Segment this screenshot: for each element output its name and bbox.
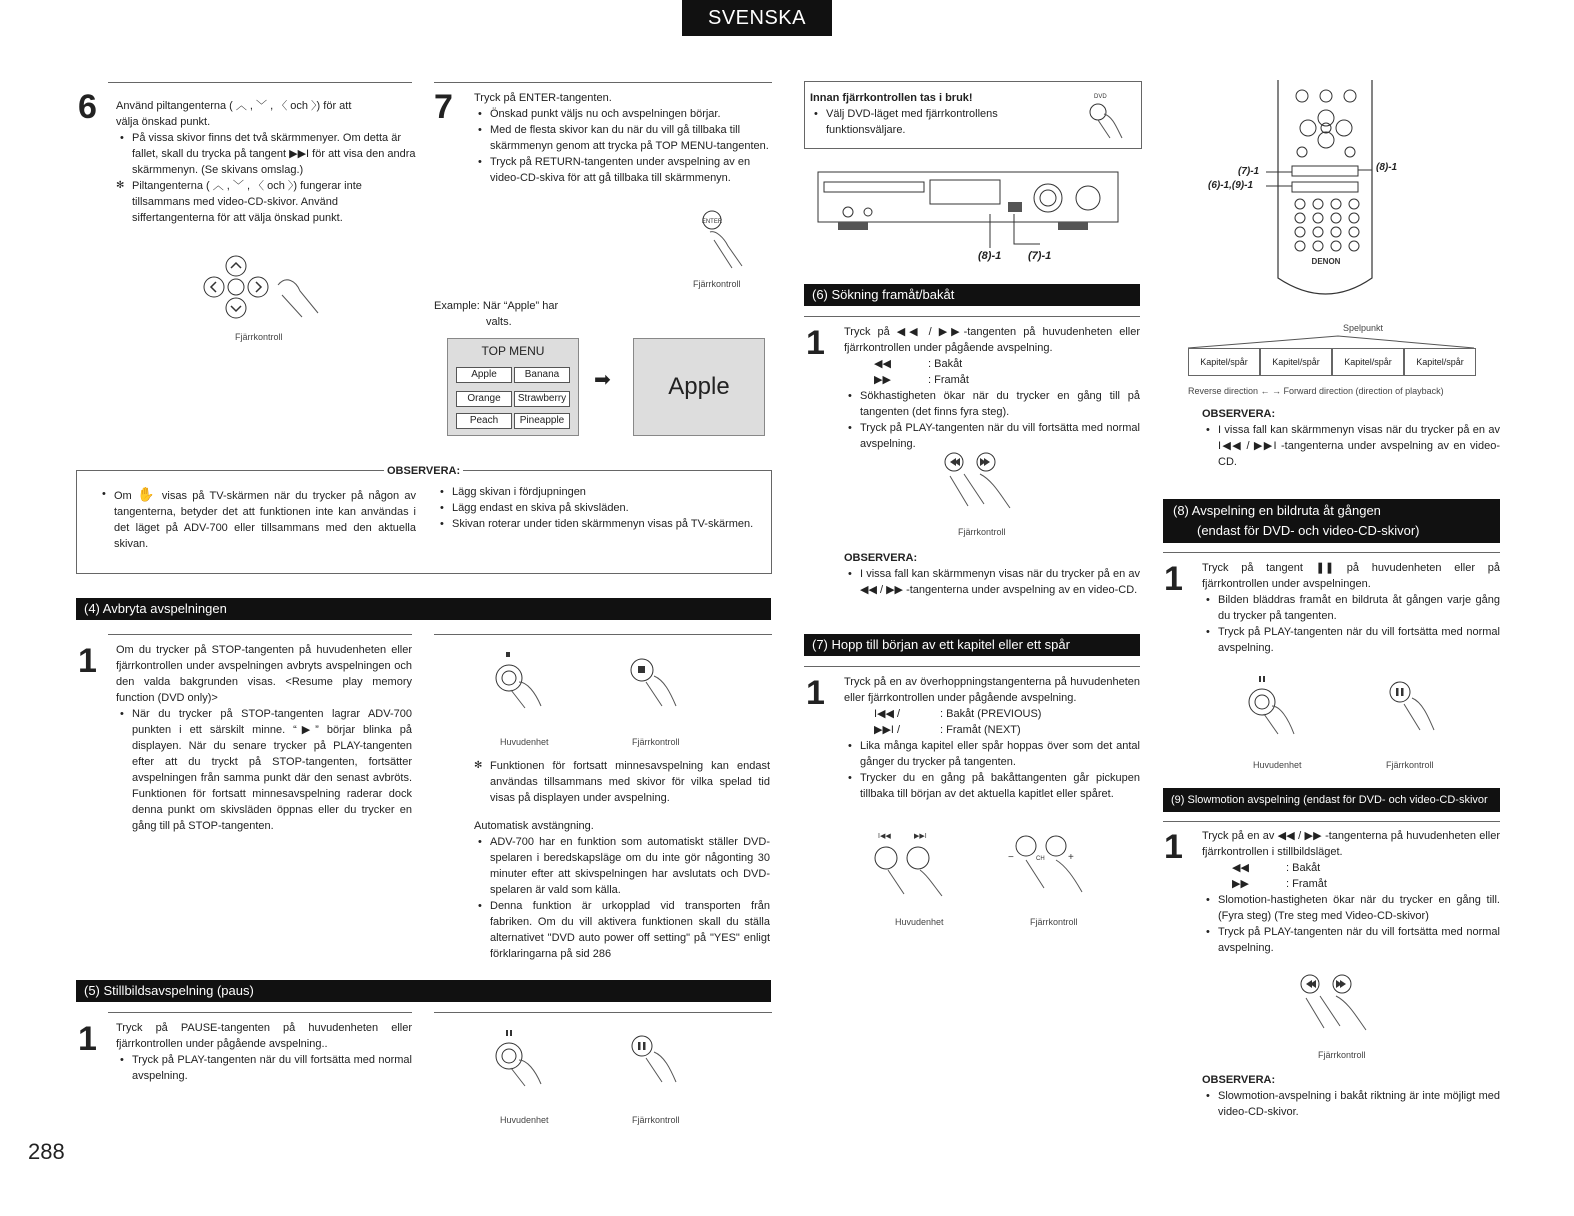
ch-label: CH (1036, 856, 1045, 862)
menu-item-apple: Apple (456, 367, 512, 383)
section7-text (844, 674, 1140, 802)
section8-title-1: (8) Avspelning en bildruta åt gången (1173, 503, 1381, 518)
section7-bullet-1: • Lika många kapitel eller spår hoppas över som det antal gånger du trycker på tangenten. (844, 738, 1140, 770)
section6-text (844, 324, 1140, 452)
caption-remote: Fjärrkontroll (632, 1115, 680, 1125)
section9-row-2 (1202, 876, 1500, 892)
enter-key-label: ENTER (701, 219, 723, 225)
observera-right-3: • Skivan roterar under tiden skärmmenyn visas på TV-skärmen. (436, 516, 762, 532)
auto-off-bullet-2: • Denna funktion är urkopplad vid transporten från fabriken. Om du vill aktivera funktionen skall du ställa alternativet "DVD auto power off setting" på "YES" enligt förklaringarna på sid 286 (474, 898, 770, 962)
divider (804, 666, 1140, 667)
search-buttons-illustration (940, 452, 1040, 518)
observera-title: OBSERVERA: (1202, 408, 1276, 420)
step-number: 1 (806, 324, 825, 362)
rewind-symbol: ◀◀ (1232, 862, 1249, 874)
step7-text (474, 90, 772, 186)
step6-bullet: • På vissa skivor finns det två skärmmenyer. Om detta är fallet, skall du trycka på tangent ▶▶I för att visa den andra skärmmenyn. (Se skivans omslag.) (116, 130, 416, 178)
observera-right-1: • Lägg skivan i fördjupningen (436, 484, 762, 500)
hand-icon: ✋ (137, 486, 157, 502)
section9-row-1 (1202, 860, 1500, 876)
chapter-cell: Kapitel/spår (1332, 348, 1404, 376)
svg-text:▶▶I: ▶▶I (914, 833, 927, 840)
section4-bullet: • När du trycker på STOP-tangenten lagrar ADV-700 punkten i ett särskilt minne. “▶” börjar blinka på displayen. När du senare trycker på PLAY-tangenten efter att du tryckt på STOP-tangenten, fortsätter avspelningen från samma punkt där den senast avbröts. Funktionen för fortsatt minnesavspelning raderar dock denna punkt om skivsläden öppnas eller du trycker en gång till på STOP-tangenten. (116, 706, 412, 834)
remote-control-illustration (1276, 80, 1376, 300)
chapter-cell: Kapitel/spår (1260, 348, 1332, 376)
section4-note: ✻ Funktionen för fortsatt minnesavspelning kan endast användas tillsammans med skivor för vilka spelad tid visas på displayen under avspelning. (474, 758, 770, 806)
language-tab: SVENSKA (682, 0, 832, 36)
page-number: 288 (28, 1139, 65, 1164)
caption-remote: Fjärrkontroll (693, 279, 741, 289)
pause-button-remote-illustration (1386, 680, 1446, 746)
row-desc: : Framåt (NEXT) (940, 724, 1021, 736)
step-number: 1 (1164, 828, 1183, 866)
step6-line1: Använd piltangenterna ( ︿ , ﹀ , 〈 och 〉) för att (116, 100, 352, 112)
section7-row-1 (844, 706, 1140, 722)
section7-bullet-2: • Trycker du en gång på bakåttangenten går pickupen tillbaka till början av det aktuella kapitlet eller spåret. (844, 770, 1140, 802)
remote-info-text (810, 90, 1080, 138)
pause-button-remote-illustration (628, 1034, 688, 1098)
caption-main-unit: Huvudenhet (500, 1115, 549, 1125)
menu-item-strawberry: Strawberry (514, 391, 570, 407)
remote-label-8: (8)-1 (1376, 162, 1398, 173)
arrow-right-icon: ➡ (594, 369, 611, 391)
menu-title: TOP MENU (481, 344, 545, 358)
section8-bullet-1: • Bilden bläddras framåt en bildruta åt gången varje gång du trycker på tangenten. (1202, 592, 1500, 624)
divider (1163, 821, 1500, 822)
caption-remote: Fjärrkontroll (1030, 917, 1078, 927)
observera-text: • Slowmotion-avspelning i bakåt riktning är inte möjligt med video-CD-skivor. (1202, 1088, 1500, 1120)
section7-row-2 (844, 722, 1140, 738)
chapter-cell: Kapitel/spår (1404, 348, 1476, 376)
section6-row-1 (844, 356, 1140, 372)
section-header-6: (6) Sökning framåt/bakåt (804, 284, 1140, 306)
skip-buttons-main-illustration (868, 830, 968, 902)
slow-buttons-illustration (1296, 974, 1396, 1040)
result-text: Apple (668, 373, 730, 400)
step6-text (116, 98, 416, 226)
remote-info-bullet: • Välj DVD-läget med fjärrkontrollens funktionsväljare. (810, 106, 1080, 138)
observera-title: OBSERVERA: (844, 552, 918, 564)
section4-right-text (474, 758, 770, 962)
forward-symbol: ▶▶ (1232, 878, 1249, 890)
menu-item-orange: Orange (456, 391, 512, 407)
caption-remote: Fjärrkontroll (958, 527, 1006, 537)
divider (434, 1012, 772, 1013)
observera-title: OBSERVERA: (1202, 1074, 1276, 1086)
divider (108, 82, 412, 83)
step7-bullet-2: • Med de flesta skivor kan du när du vill gå tillbaka till skärmmenyn genom att trycka på TOP MENU-tangenten. (474, 122, 772, 154)
menu-item-peach: Peach (456, 413, 512, 429)
rewind-symbol: ◀◀ (874, 358, 891, 370)
section6-row-2 (844, 372, 1140, 388)
ch-minus: − (1008, 852, 1014, 863)
direction-text: Reverse direction ← → Forward direction (direction of playback) (1188, 386, 1444, 396)
row-desc: : Bakåt (1286, 862, 1321, 874)
section5-text (116, 1020, 412, 1084)
arrow-keys-illustration (200, 255, 330, 325)
row-desc: : Bakåt (PREVIOUS) (940, 708, 1042, 720)
observera-title: OBSERVERA: (384, 463, 463, 479)
step-number: 6 (78, 88, 97, 126)
main-unit-illustration (818, 168, 1138, 238)
section8-bullet-2: • Tryck på PLAY-tangenten när du vill fortsätta med normal avspelning. (1202, 624, 1500, 656)
row-desc: : Bakåt (928, 358, 963, 370)
result-screen (633, 338, 765, 436)
section-header-7: (7) Hopp till början av ett kapitel eller ett spår (804, 634, 1140, 656)
prev-symbol: I◀◀ / (874, 708, 901, 720)
step-number: 1 (78, 642, 97, 680)
menu-item-banana: Banana (514, 367, 570, 383)
observera-right-2: • Lägg endast en skiva på skivsläden. (436, 500, 762, 516)
pause-button-main-illustration (1248, 676, 1308, 748)
divider (434, 634, 772, 635)
step-number: 7 (434, 88, 453, 126)
caption-remote: Fjärrkontroll (1318, 1050, 1366, 1060)
chapters-bracket (1188, 334, 1474, 348)
section5-bullet: • Tryck på PLAY-tangenten när du vill fortsätta med normal avspelning. (116, 1052, 412, 1084)
caption-main-unit: Huvudenhet (895, 917, 944, 927)
section9-bullet-1: • Slomotion-hastigheten ökar när du trycker en gång till. (Fyra steg) (Tre steg med Video-CD-skivor) (1202, 892, 1500, 924)
skip-buttons-remote-illustration (1004, 832, 1114, 902)
caption-main-unit: Huvudenhet (500, 737, 549, 747)
caption-remote: Fjärrkontroll (632, 737, 680, 747)
device-label-8: (8)-1 (978, 250, 1002, 262)
remote-label-6-9: (6)-1,(9)-1 (1208, 180, 1254, 191)
chapters-observera (1202, 406, 1500, 470)
chapters-title: Spelpunkt (1343, 323, 1384, 333)
section-header-9: (9) Slowmotion avspelning (endast för DVD- och video-CD-skivor (1163, 788, 1500, 812)
step7-bullet-1: • Önskad punkt väljs nu och avspelningen börjar. (474, 106, 772, 122)
divider (108, 634, 412, 635)
section9-para: Tryck på en av ◀◀ / ▶▶ -tangenterna på huvudenheten eller fjärrkontrollen i stillbildsläget. (1202, 830, 1500, 858)
remote-info-title: Innan fjärrkontrollen tas i bruk! (810, 92, 973, 104)
section7-para: Tryck på en av överhoppningstangenterna på huvudenheten eller fjärrkontrollen under pågående avspelning. (844, 676, 1140, 704)
remote-label-7: (7)-1 (1238, 166, 1260, 177)
stop-button-main-illustration (495, 652, 555, 722)
section4-text (116, 642, 412, 834)
caption-remote: Fjärrkontroll (235, 332, 283, 342)
menu-item-pineapple: Pineapple (514, 413, 570, 429)
observera-right (436, 484, 762, 532)
divider (804, 316, 1140, 317)
section6-bullet-1: • Sökhastigheten ökar när du trycker en gång till på tangenten (det finns fyra steg). (844, 388, 1140, 420)
section9-bullet-2: • Tryck på PLAY-tangenten när du vill fortsätta med normal avspelning. (1202, 924, 1500, 956)
pause-button-main-illustration (495, 1030, 555, 1096)
section8-title-2: (endast för DVD- och video-CD-skivor) (1197, 523, 1420, 538)
step7-bullet-3: • Tryck på RETURN-tangenten under avspelning av en video-CD-skiva för att gå tillbaka till skärmmenyn. (474, 154, 772, 186)
dvd-selector-icon (1084, 92, 1134, 142)
section4-para: Om du trycker på STOP-tangenten på huvudenheten eller fjärrkontrollen under avspelningen avbryts avspelningen och den valda bakgrunden visas. <Resume play memory function (DVD only)> (116, 644, 412, 704)
auto-off-title: Automatisk avstängning. (474, 820, 594, 832)
section8-para: Tryck på tangent ❚❚ på huvudenheten eller på fjärrkontrollen under avspelningen. (1202, 562, 1500, 590)
svg-text:I◀◀: I◀◀ (878, 833, 891, 840)
row-desc: : Framåt (1286, 878, 1327, 890)
observera-left-text (98, 486, 416, 552)
device-label-7: (7)-1 (1028, 250, 1052, 262)
observera-text: • I vissa fall kan skärmmenyn visas när du trycker på en av I◀◀ / ▶▶I -tangenterna under avspelning av en video-CD. (1202, 422, 1500, 470)
enter-key-illustration (702, 210, 772, 272)
observera-left-pre: Om (114, 490, 132, 502)
row-desc: : Framåt (928, 374, 969, 386)
caption-main-unit: Huvudenhet (1253, 760, 1302, 770)
section6-observera (844, 550, 1140, 598)
observera-left (98, 486, 416, 552)
dvd-label: DVD (1094, 94, 1107, 100)
top-menu-screen (447, 338, 579, 436)
observera-text: • I vissa fall kan skärmmenyn visas när du trycker på en av ◀◀ / ▶▶ -tangenterna under avspelning av en video-CD. (844, 566, 1140, 598)
step7-line: Tryck på ENTER-tangenten. (474, 92, 612, 104)
divider (108, 1012, 412, 1013)
next-symbol: ▶▶I / (874, 724, 901, 736)
chapter-cell: Kapitel/spår (1188, 348, 1260, 376)
divider (434, 82, 772, 83)
caption-remote: Fjärrkontroll (1386, 760, 1434, 770)
section-header-4: (4) Avbryta avspelningen (76, 598, 771, 620)
step-number: 1 (78, 1020, 97, 1058)
section6-bullet-2: • Tryck på PLAY-tangenten när du vill fortsätta med normal avspelning. (844, 420, 1140, 452)
section-header-8 (1163, 499, 1500, 543)
section9-text (1202, 828, 1500, 956)
section8-text (1202, 560, 1500, 656)
step-number: 1 (806, 674, 825, 712)
remote-brand: DENON (1311, 257, 1341, 266)
example-line1: Example: När “Apple” har (434, 300, 559, 312)
step6-note: ✻ Piltangenterna ( ︿ , ﹀ , 〈 och 〉) fungerar inte tillsammans med video-CD-skivor. Använd siffertangenterna för att välja önskad punkt. (116, 178, 416, 226)
section6-para: Tryck på ◀◀ / ▶▶-tangenten på huvudenheten eller fjärrkontrollen under pågående avspelning. (844, 326, 1140, 354)
divider (1163, 552, 1500, 553)
stop-button-remote-illustration (626, 656, 686, 722)
ch-plus: + (1068, 852, 1074, 863)
step6-line2: välja önskad punkt. (116, 116, 211, 128)
section5-para: Tryck på PAUSE-tangenten på huvudenheten eller fjärrkontrollen under pågående avspelning.. (116, 1022, 412, 1050)
auto-off-bullet-1: • ADV-700 har en funktion som automatiskt ställer DVD-spelaren i beredskapsläge om du inte gör någonting 30 minuter efter att skivspelningen har avslutats och DVD-spelaren är vald som källa. (474, 834, 770, 898)
example-text (434, 298, 634, 330)
example-line2: valts. (486, 316, 512, 328)
forward-symbol: ▶▶ (874, 374, 891, 386)
observera-left-post: visas på TV-skärmen när du trycker på någon av tangenterna, betyder det att funktionen inte kan användas i det läget på ADV-700 eller tillsammans med den aktuella skivan. (114, 490, 416, 550)
section9-observera (1202, 1072, 1500, 1120)
step-number: 1 (1164, 560, 1183, 598)
section-header-5: (5) Stillbildsavspelning (paus) (76, 980, 771, 1002)
